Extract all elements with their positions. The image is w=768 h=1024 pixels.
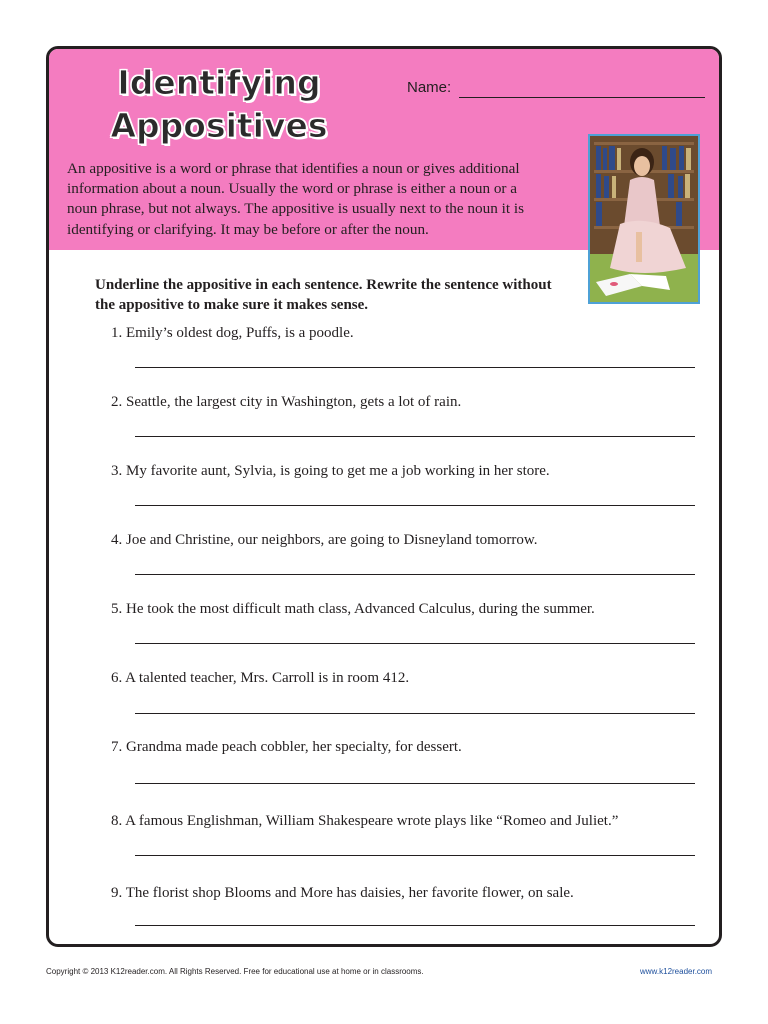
question-5: 5. He took the most difficult math class, Advanced Calculus, during the summer. xyxy=(111,601,595,617)
intro-paragraph: An appositive is a word or phrase that identifies a noun or gives additional information about a noun. Usually the word or phrase is either a noun or a noun phrase, but not always. The appositive is usually next to the noun it is identifying or clarifying. It may be before or after the noun. xyxy=(67,160,524,238)
question-6: 6. A talented teacher, Mrs. Carroll is in room 412. xyxy=(111,670,410,686)
question-1: 1. Emily’s oldest dog, Puffs, is a poodle. xyxy=(111,325,354,341)
name-label: Name: xyxy=(407,79,452,96)
instructions: Underline the appositive in each sentence. Rewrite the sentence without the appositive to make sure it makes sense. xyxy=(95,277,552,313)
page-title xyxy=(49,61,389,147)
site-link[interactable]: www.k12reader.com xyxy=(640,967,713,976)
answer-line-7[interactable] xyxy=(135,783,695,784)
answer-line-6[interactable] xyxy=(135,713,695,714)
worksheet-frame xyxy=(46,46,722,947)
girl-reading-photo xyxy=(588,134,700,304)
answer-line-3[interactable] xyxy=(135,505,695,506)
copyright-notice: Copyright © 2013 K12reader.com. All Rights Reserved. Free for educational use at home or in classrooms. xyxy=(46,967,424,976)
title-line-1: Identifying xyxy=(117,63,321,102)
question-4: 4. Joe and Christine, our neighbors, are going to Disneyland tomorrow. xyxy=(111,532,538,548)
question-8: 8. A famous Englishman, William Shakespeare wrote plays like “Romeo and Juliet.” xyxy=(111,813,619,829)
question-7: 7. Grandma made peach cobbler, her specialty, for dessert. xyxy=(111,739,462,755)
answer-line-9[interactable] xyxy=(135,925,695,926)
answer-line-5[interactable] xyxy=(135,643,695,644)
question-3: 3. My favorite aunt, Sylvia, is going to get me a job working in her store. xyxy=(111,463,550,479)
answer-line-1[interactable] xyxy=(135,367,695,368)
answer-line-2[interactable] xyxy=(135,436,695,437)
title-line-2: Appositives xyxy=(110,106,328,145)
question-9: 9. The florist shop Blooms and More has daisies, her favorite flower, on sale. xyxy=(111,885,574,901)
question-2: 2. Seattle, the largest city in Washington, gets a lot of rain. xyxy=(111,394,462,410)
answer-line-4[interactable] xyxy=(135,574,695,575)
name-blank-line[interactable] xyxy=(459,97,705,98)
answer-line-8[interactable] xyxy=(135,855,695,856)
